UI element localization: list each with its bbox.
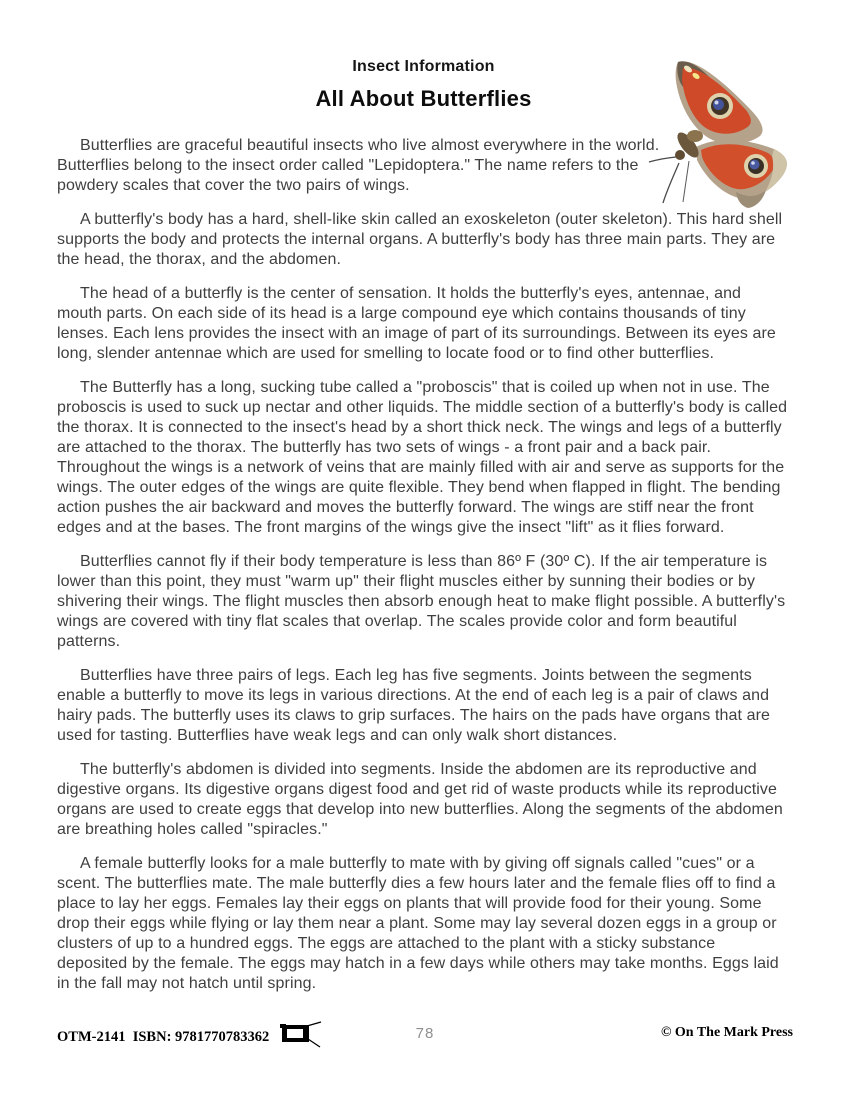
copyright-label: © On The Mark Press [660,1025,793,1040]
footer-left [57,1024,323,1050]
paragraph-2: A butterfly's body has a hard, shell-like skin called an exoskeleton (outer skeleton). This hard shell supports the body and protects the internal organs. A butterfly's body has three main parts. They are the head, the thorax, and the abdomen. [57,211,783,268]
page-number: 78 [415,1025,435,1042]
paragraph-4: The Butterfly has a long, sucking tube called a "proboscis" that is coiled up when not in use. The proboscis is used to suck up nectar and other liquids. The middle section of a butterfly's body is called the thorax. It is connected to the insect's head by a short thick neck. The wings and legs of a butterfly are attached to the thorax. The butterfly has two sets of wings - a front pair and a back pair. Throughout the wings is a network of veins that are mainly filled with air and serve as supports for the wings. The outer edges of the wings are quite flexible. They bend when flapped in flight. The bending action pushes the air backward and moves the butterfly forward. The wings are stiff near the front edges and at the bases. The front margins of the wings give the insect "lift" as it flies forward. [57,379,788,536]
article [57,58,790,1008]
page-footer [57,1022,793,1052]
isbn-label: OTM-2141 ISBN: 9781770783362 [57,1028,270,1045]
paragraph-3: The head of a butterfly is the center of sensation. It holds the butterfly's eyes, antennae, and mouth parts. On each side of its head is a large compound eye which contains thousands of tiny lenses. Each lens provides the insect with an image of part of its surroundings. Between its eyes are long, slender antennae which are used for smelling to locate food or to find other butterflies. [57,285,776,362]
page-title: All About Butterflies [315,86,532,111]
paragraph-6: Butterflies have three pairs of legs. Each leg has five segments. Joints between the segments enable a butterfly to move its legs in various directions. At the end of each leg is a pair of claws and hairy pads. The butterfly uses its claws to grip surfaces. The hairs on the pads have organs that are used for tasting. Butterflies have weak legs and can only walk short distances. [57,667,770,744]
paragraph-5: Butterflies cannot fly if their body temperature is less than 86º F (30º C). If the air temperature is lower than this point, they must "warm up" their flight muscles either by sunning their bodies or by shivering their wings. The flight muscles then absorb enough heat to make flight possible. A butterfly's wings are covered with tiny flat scales that overlap. The scales provide color and form beautiful patterns. [57,553,786,650]
press-logo-icon [279,1020,323,1050]
paragraph-1: Butterflies are graceful beautiful insects who live almost everywhere in the world. Butterflies belong to the insect order called "Lepidoptera." The name refers to the powdery scales that cover the two pairs of wings. [57,137,660,194]
category-label: Insect Information [352,58,495,75]
paragraph-8: A female butterfly looks for a male butterfly to mate with by giving off signals called "cues" or a scent. The butterflies mate. The male butterfly dies a few hours later and the female flies off to find a place to lay her eggs. Females lay their eggs on plants that will provide food for their young. Some drop their eggs while flying or lay them near a plant. Some may lay several dozen eggs in a group or clusters of up to a hundred eggs. The eggs are attached to the plant with a sticky substance deposited by the female. The eggs may hatch in a few days while others may take months. Eggs laid in the fall may not hatch until spring. [57,855,779,992]
paragraph-7: The butterfly's abdomen is divided into segments. Inside the abdomen are its reproductive and digestive organs. Its digestive organs digest food and get rid of waste products while its reproductive organs are used to create eggs that develop into new butterflies. Along the segments of the abdomen are breathing holes called "spiracles." [57,761,783,838]
